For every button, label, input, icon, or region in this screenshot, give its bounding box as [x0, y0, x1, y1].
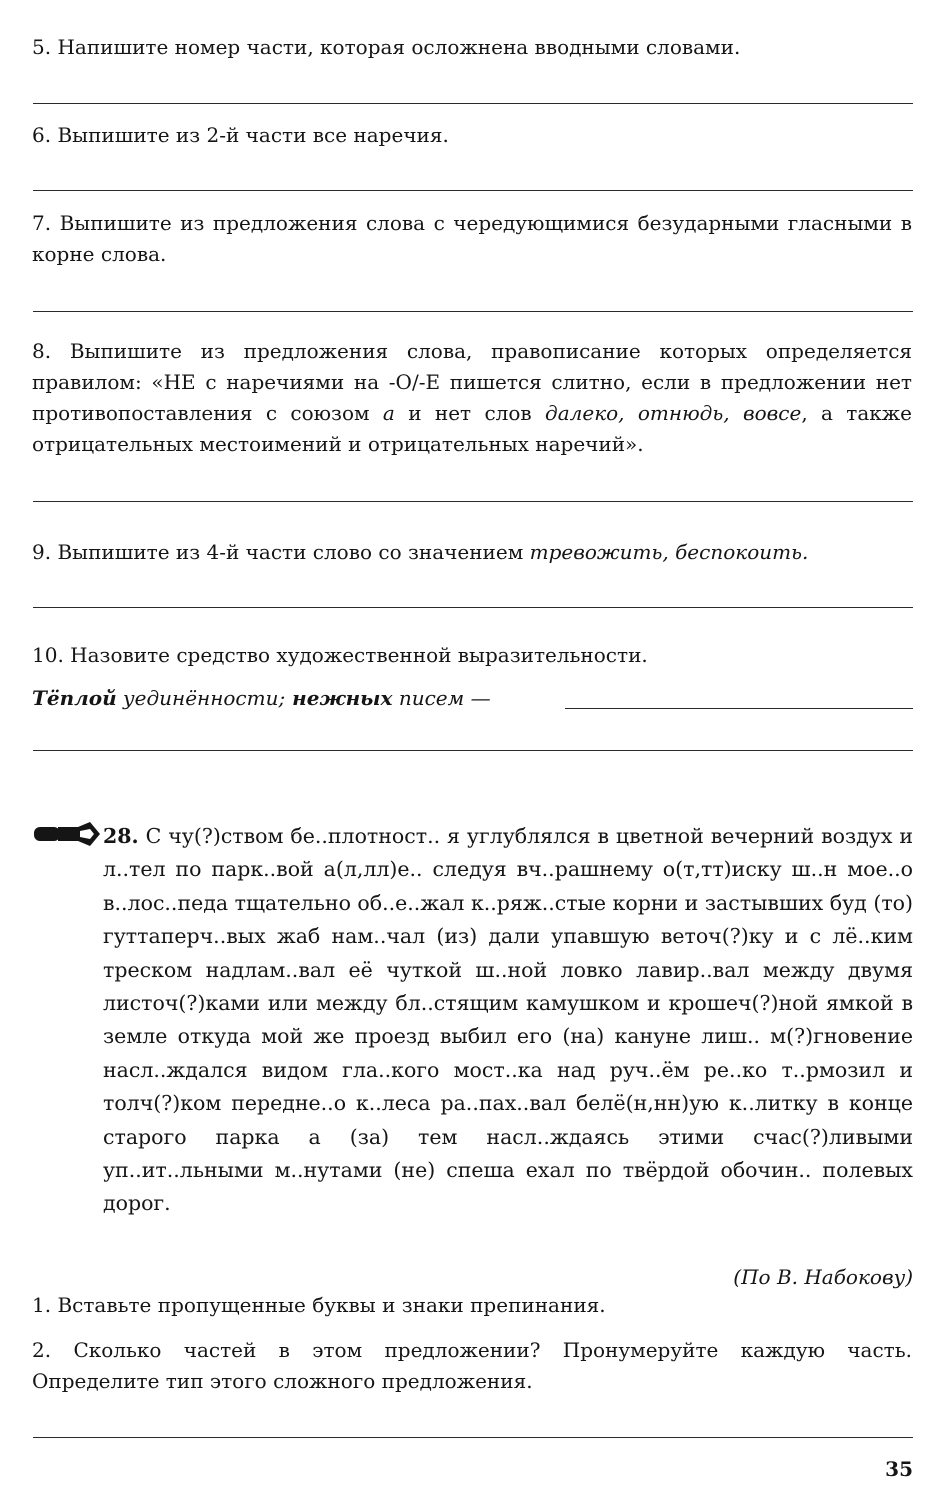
answer-line[interactable] [33, 1437, 913, 1438]
question-number: 6. [32, 123, 52, 147]
answer-line[interactable] [33, 190, 913, 191]
question-number: 2. [32, 1338, 52, 1362]
phrase-bold: нежных [285, 686, 393, 710]
question-italic: а [382, 401, 395, 425]
answer-line[interactable] [33, 103, 913, 104]
question-8 [32, 336, 912, 460]
pointing-hand-icon [32, 820, 104, 848]
exercise-source: (По В. Набокову) [733, 1265, 913, 1289]
phrase-italic: писем — [392, 686, 491, 710]
question-number: 10. [32, 643, 64, 667]
question-text: Выпишите из предложения слова с чередующимися безударными гласными в корне слова. [32, 211, 912, 266]
question-text: Напишите номер части, которая осложнена вводными словами. [57, 35, 741, 59]
question-7 [32, 208, 912, 270]
question-number: 9. [32, 540, 52, 564]
question-text: Сколько частей в этом предложении? Пронумеруйте каждую часть. Определите тип этого сложного предложения. [32, 1338, 912, 1393]
question-6 [32, 120, 912, 151]
question-number: 1. [32, 1293, 52, 1317]
question-number: 5. [32, 35, 52, 59]
question-number: 7. [32, 211, 52, 235]
question-text: Выпишите из 4-й части слово со значением [57, 540, 530, 564]
answer-line[interactable] [33, 311, 913, 312]
question-italic: тревожить, беспокоить. [529, 540, 809, 564]
question-text: Вставьте пропущенные буквы и знаки препинания. [57, 1293, 606, 1317]
question-text: , а также отрицательных местоимений и отрицательных наречий». [32, 401, 913, 456]
answer-line[interactable] [565, 708, 913, 709]
answer-line[interactable] [33, 501, 913, 502]
question-text: Назовите средство художественной выразительности. [70, 643, 648, 667]
answer-line[interactable] [33, 607, 913, 608]
question-9 [32, 537, 912, 568]
question-10 [32, 640, 912, 671]
question-5 [32, 32, 912, 63]
page-number: 35 [885, 1457, 913, 1481]
answer-line[interactable] [33, 750, 913, 751]
question-number: 8. [32, 339, 52, 363]
exercise-number: 28. [103, 824, 139, 848]
task-2 [32, 1335, 912, 1397]
task-1 [32, 1290, 912, 1321]
question-text: и нет слов [394, 401, 546, 425]
phrase-italic: уединённости; [116, 686, 286, 710]
question-10-phrase [32, 683, 552, 714]
exercise-sentence: С чу(?)ством бе..плотност.. я углублялся в цветной вечерний воздух и л..тел по парк..вой а(л,лл)е.. следуя вч..рашнему о(т,тт)иску ш..н мое..о в..лос..педа тщательно об..е..жал к..ряж..стые корни и застывших буд (то) гуттаперч..вых жаб нам..чал (из) дали упавшую веточ(?)ку и с лё..ким треском надлам..вал её чуткой ш..ной ловко лавир..вал между двумя листоч(?)ками или между бл..стящим камушком и крошеч(?)ной ямкой в земле откуда мой же проезд выбил его (на) кануне лиш.. м(?)гновение насл..ждался видом гла..кого мост..ка над руч..ём ре..ко т..рмозил и толч(?)ком передне..о к..леса ра..пах..вал белё(н,нн)ую к..литку в конце старого парка а (за) тем насл..ждаясь этими счас(?)ливыми уп..ит..льными м..нутами (не) спеша ехал по твёрдой обочин.. полевых дорог. [103, 824, 913, 1216]
question-text: Выпишите из 2-й части все наречия. [57, 123, 449, 147]
exercise-28-text [103, 820, 913, 1221]
question-italic: далеко, отнюдь, вовсе [545, 401, 802, 425]
question-text: Выпишите из предложения слова, правописание которых определяется правилом: «НЕ с наречиями на -О/-Е пишется слитно, если в предложении нет противопоставления с союзом [32, 339, 913, 425]
phrase-bold: Тёплой [32, 686, 117, 710]
